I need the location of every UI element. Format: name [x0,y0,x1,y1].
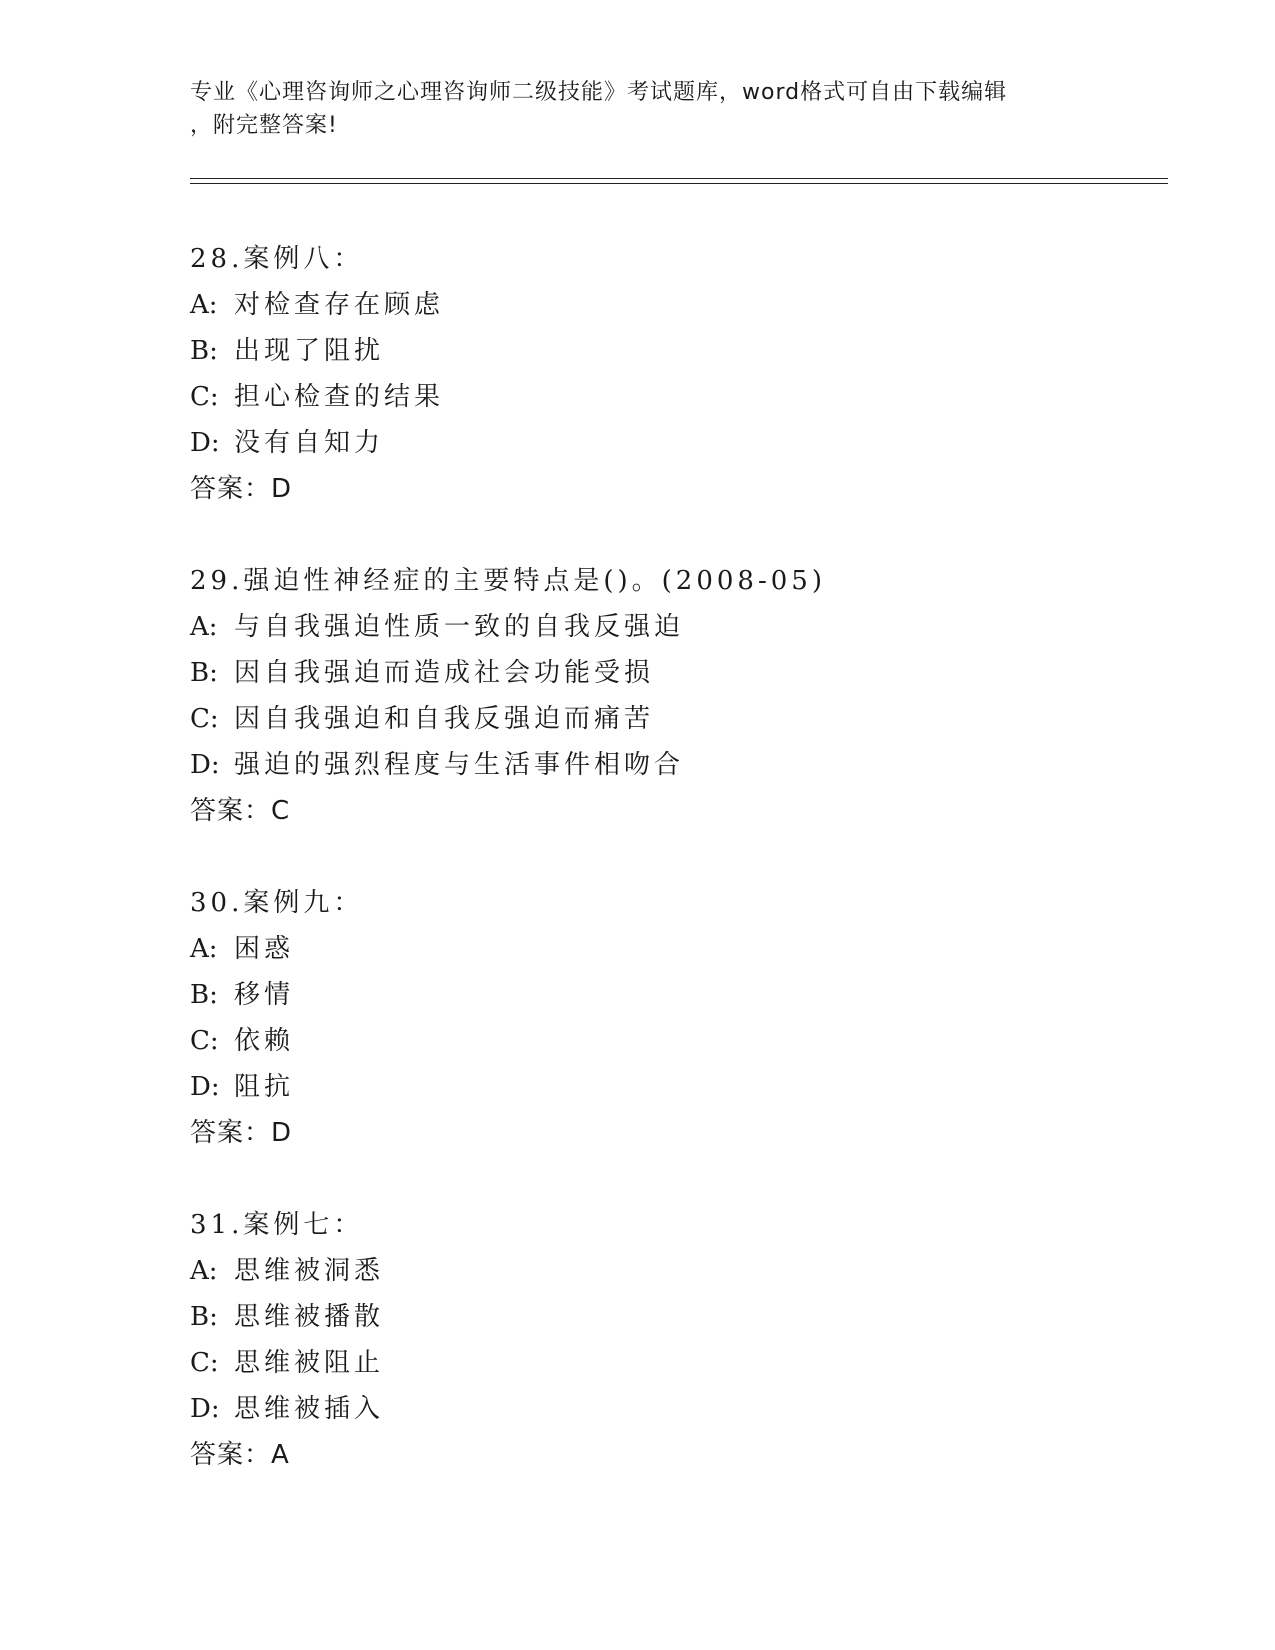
option-letter: D: [190,750,220,780]
option-text: 因自我强迫而造成社会功能受损 [234,658,655,688]
question-stem: 31.案例七： [190,1210,364,1240]
option-letter: A: [190,1256,218,1286]
option-text: 因自我强迫和自我反强迫而痛苦 [234,704,655,734]
question-29 [190,558,1150,834]
option-letter: D: [190,1072,220,1102]
option-a [190,282,1150,328]
option-c [190,374,1150,420]
answer-line: 答案：A [190,1440,290,1470]
option-letter: C: [190,1026,219,1056]
option-d [190,742,1150,788]
header-divider-bottom [190,183,1168,184]
option-text: 阻抗 [234,1072,295,1102]
option-text: 强迫的强烈程度与生活事件相吻合 [234,750,685,780]
option-letter: A: [190,934,218,964]
option-b [190,972,1150,1018]
option-letter: D: [190,1394,220,1424]
option-text: 思维被播散 [234,1302,385,1332]
option-letter: C: [190,382,219,412]
question-31 [190,1202,1150,1478]
option-c [190,696,1150,742]
option-text: 出现了阻扰 [234,336,385,366]
question-30 [190,880,1150,1156]
option-letter: A: [190,612,218,642]
answer-line: 答案：D [190,474,293,504]
option-letter: B: [190,1302,218,1332]
question-list [190,236,1150,1524]
question-28 [190,236,1150,512]
option-letter: C: [190,704,219,734]
option-d [190,1064,1150,1110]
option-text: 移情 [234,980,295,1010]
answer-line: 答案：D [190,1118,293,1148]
question-stem: 29.强迫性神经症的主要特点是()。(2008-05) [190,566,826,596]
answer-line: 答案：C [190,796,291,826]
option-text: 依赖 [234,1026,295,1056]
option-text: 对检查存在顾虑 [234,290,445,320]
option-b [190,328,1150,374]
option-letter: C: [190,1348,219,1378]
option-letter: B: [190,336,218,366]
option-letter: D: [190,428,220,458]
option-text: 困惑 [234,934,295,964]
header-line-2: ，附完整答案! [190,113,338,138]
header-divider-top [190,178,1168,179]
option-a [190,604,1150,650]
option-b [190,1294,1150,1340]
option-letter: A: [190,290,218,320]
option-c [190,1340,1150,1386]
option-text: 思维被洞悉 [234,1256,385,1286]
question-stem: 28.案例八： [190,244,364,274]
option-letter: B: [190,658,218,688]
option-text: 担心检查的结果 [234,382,445,412]
option-a [190,926,1150,972]
option-d [190,420,1150,466]
question-stem: 30.案例九： [190,888,364,918]
option-d [190,1386,1150,1432]
option-a [190,1248,1150,1294]
option-text: 思维被插入 [234,1394,385,1424]
document-header [190,76,1090,142]
option-b [190,650,1150,696]
option-text: 没有自知力 [234,428,385,458]
option-text: 与自我强迫性质一致的自我反强迫 [234,612,685,642]
option-letter: B: [190,980,218,1010]
option-c [190,1018,1150,1064]
option-text: 思维被阻止 [234,1348,385,1378]
header-line-1: 专业《心理咨询师之心理咨询师二级技能》考试题库，word格式可自由下载编辑 [190,80,1008,105]
